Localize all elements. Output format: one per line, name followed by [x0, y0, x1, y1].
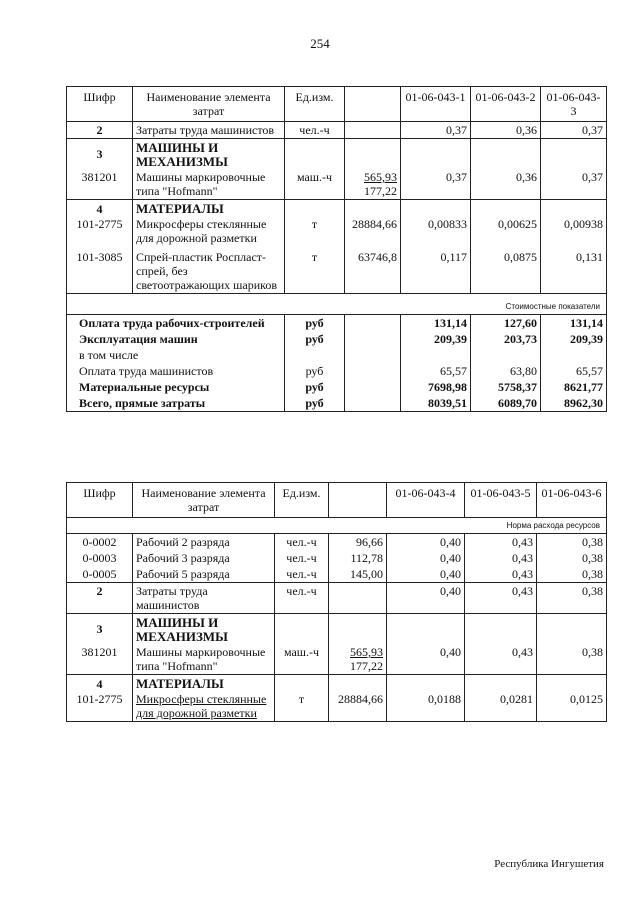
row-name: Рабочий 2 разряда [133, 534, 275, 551]
section-title: МАШИНЫ И МЕХАНИЗМЫ [133, 139, 285, 170]
row-value: 0,40 [387, 583, 465, 614]
section-title: МАШИНЫ И МЕХАНИЗМЫ [133, 614, 275, 645]
price-sub: 177,22 [364, 184, 397, 198]
header-name: Наименование элемента затрат [133, 483, 275, 518]
cost-row [67, 363, 607, 379]
row-name: Затраты труда машинистов [133, 583, 275, 614]
cost-name: Оплата труда рабочих-строителей [67, 315, 285, 332]
section-title: МАТЕРИАЛЫ [133, 675, 275, 692]
cost-value: 8621,77 [541, 379, 607, 395]
row-value: 0,43 [465, 566, 537, 583]
row-price: 145,00 [329, 566, 387, 583]
cost-unit: руб [285, 315, 345, 332]
cost-value: 203,73 [471, 331, 541, 347]
row-value: 0,38 [537, 566, 607, 583]
band-row [67, 294, 607, 315]
row-value: 0,37 [401, 122, 471, 139]
header-name: Наименование элемента затрат [133, 87, 285, 122]
row-code: 0-0005 [67, 566, 133, 583]
row-price: 63746,8 [345, 246, 401, 294]
header-price [345, 87, 401, 122]
header-unit: Ед.изм. [285, 87, 345, 122]
table-row [67, 216, 607, 246]
row-value: 0,117 [401, 246, 471, 294]
band-label: Норма расхода ресурсов [67, 518, 607, 534]
table-row [67, 122, 607, 139]
cost-value: 7698,98 [401, 379, 471, 395]
section-code: 4 [67, 675, 133, 692]
header-unit: Ед.изм. [275, 483, 329, 518]
section-row [67, 675, 607, 692]
row-unit: маш.-ч [285, 169, 345, 200]
row-value: 0,00833 [401, 216, 471, 246]
row-name: Рабочий 5 разряда [133, 566, 275, 583]
table-row [67, 566, 607, 583]
cost-row [67, 395, 607, 412]
page-number: 254 [310, 36, 330, 51]
cost-value: 63,80 [471, 363, 541, 379]
row-value: 0,37 [541, 169, 607, 200]
row-name: Микросферы стеклянные для дорожной разметки [133, 216, 285, 246]
footer-region: Республика Ингушетия [494, 858, 604, 870]
row-code: 381201 [67, 169, 133, 200]
row-value: 0,38 [537, 550, 607, 566]
resource-table-1 [66, 86, 607, 412]
row-price: 28884,66 [329, 691, 387, 722]
price-main: 565,93 [364, 170, 397, 184]
cost-row [67, 331, 607, 347]
row-code: 101-2775 [67, 691, 133, 722]
row-value: 0,43 [465, 550, 537, 566]
row-price: 28884,66 [345, 216, 401, 246]
row-unit: чел.-ч [285, 122, 345, 139]
table-row [67, 550, 607, 566]
cost-unit: руб [285, 379, 345, 395]
row-code: 381201 [67, 644, 133, 675]
table-header [67, 483, 607, 518]
row-value: 0,38 [537, 644, 607, 675]
cost-unit: руб [285, 363, 345, 379]
cost-value: 65,57 [541, 363, 607, 379]
table-row [67, 246, 607, 294]
price-main: 565,93 [350, 645, 383, 659]
row-price: 96,66 [329, 534, 387, 551]
row-name: Машины маркировочные типа "Hofmann" [133, 644, 275, 675]
row-value: 0,40 [387, 644, 465, 675]
row-price [329, 583, 387, 614]
row-value: 0,37 [401, 169, 471, 200]
cost-row [67, 347, 607, 363]
cost-value: 5758,37 [471, 379, 541, 395]
cost-value: 131,14 [401, 315, 471, 332]
band-row [67, 518, 607, 534]
row-code: 2 [67, 583, 133, 614]
row-name: Спрей-пластик Роспласт-спрей, без светоотражающих шариков [133, 246, 285, 294]
row-name: Машины маркировочные типа "Hofmann" [133, 169, 285, 200]
table-row [67, 644, 607, 675]
row-value: 0,37 [541, 122, 607, 139]
row-price [329, 644, 387, 675]
cost-value: 8039,51 [401, 395, 471, 412]
row-value: 0,0188 [387, 691, 465, 722]
row-price [345, 169, 401, 200]
row-value: 0,131 [541, 246, 607, 294]
row-value: 0,40 [387, 566, 465, 583]
row-unit: т [285, 246, 345, 294]
cost-value: 209,39 [401, 331, 471, 347]
row-name: Микросферы стеклянные для дорожной разметки [133, 691, 275, 722]
row-value: 0,00938 [541, 216, 607, 246]
section-code: 4 [67, 200, 133, 217]
row-value: 0,38 [537, 534, 607, 551]
header-col-5: 01-06-043-5 [465, 483, 537, 518]
cost-row [67, 315, 607, 332]
cost-name: Всего, прямые затраты [67, 395, 285, 412]
row-value: 0,36 [471, 122, 541, 139]
cost-name: Оплата труда машинистов [67, 363, 285, 379]
row-price [345, 122, 401, 139]
row-value: 0,43 [465, 583, 537, 614]
header-col-3: 01-06-043-3 [541, 87, 607, 122]
row-value: 0,40 [387, 534, 465, 551]
row-value: 0,38 [537, 583, 607, 614]
table-header [67, 87, 607, 122]
cost-value: 6089,70 [471, 395, 541, 412]
header-col-1: 01-06-043-1 [401, 87, 471, 122]
row-value: 0,00625 [471, 216, 541, 246]
row-value: 0,40 [387, 550, 465, 566]
cost-value: 127,60 [471, 315, 541, 332]
row-value: 0,43 [465, 644, 537, 675]
row-price: 112,78 [329, 550, 387, 566]
header-code: Шифр [67, 87, 133, 122]
section-row [67, 139, 607, 170]
band-label: Стоимостные показатели [67, 294, 607, 315]
header-code: Шифр [67, 483, 133, 518]
header-col-6: 01-06-043-6 [537, 483, 607, 518]
cost-value: 8962,30 [541, 395, 607, 412]
row-code: 101-3085 [67, 246, 133, 294]
resource-table-2 [66, 482, 607, 722]
section-code: 3 [67, 139, 133, 170]
cost-value: 209,39 [541, 331, 607, 347]
table-row [67, 534, 607, 551]
table-row [67, 583, 607, 614]
section-row [67, 614, 607, 645]
price-sub: 177,22 [350, 659, 383, 673]
row-unit: т [275, 691, 329, 722]
row-unit: чел.-ч [275, 534, 329, 551]
table-row [67, 169, 607, 200]
cost-name: Материальные ресурсы [67, 379, 285, 395]
row-code: 0-0003 [67, 550, 133, 566]
row-code: 101-2775 [67, 216, 133, 246]
row-unit: чел.-ч [275, 550, 329, 566]
cost-unit: руб [285, 331, 345, 347]
cost-value: 131,14 [541, 315, 607, 332]
cost-name: в том числе [67, 347, 285, 363]
cost-unit: руб [285, 395, 345, 412]
row-value: 0,0125 [537, 691, 607, 722]
cost-name: Эксплуатация машин [67, 331, 285, 347]
cost-row [67, 379, 607, 395]
row-unit: чел.-ч [275, 566, 329, 583]
header-col-4: 01-06-043-4 [387, 483, 465, 518]
section-code: 3 [67, 614, 133, 645]
header-price [329, 483, 387, 518]
row-unit: чел.-ч [275, 583, 329, 614]
section-title: МАТЕРИАЛЫ [133, 200, 285, 217]
row-code: 0-0002 [67, 534, 133, 551]
row-unit: маш.-ч [275, 644, 329, 675]
table-row [67, 691, 607, 722]
row-value: 0,0281 [465, 691, 537, 722]
row-name: Затраты труда машинистов [133, 122, 285, 139]
section-row [67, 200, 607, 217]
row-code: 2 [67, 122, 133, 139]
header-col-2: 01-06-043-2 [471, 87, 541, 122]
row-value: 0,0875 [471, 246, 541, 294]
row-name: Рабочий 3 разряда [133, 550, 275, 566]
row-unit: т [285, 216, 345, 246]
row-value: 0,36 [471, 169, 541, 200]
row-value: 0,43 [465, 534, 537, 551]
cost-value: 65,57 [401, 363, 471, 379]
